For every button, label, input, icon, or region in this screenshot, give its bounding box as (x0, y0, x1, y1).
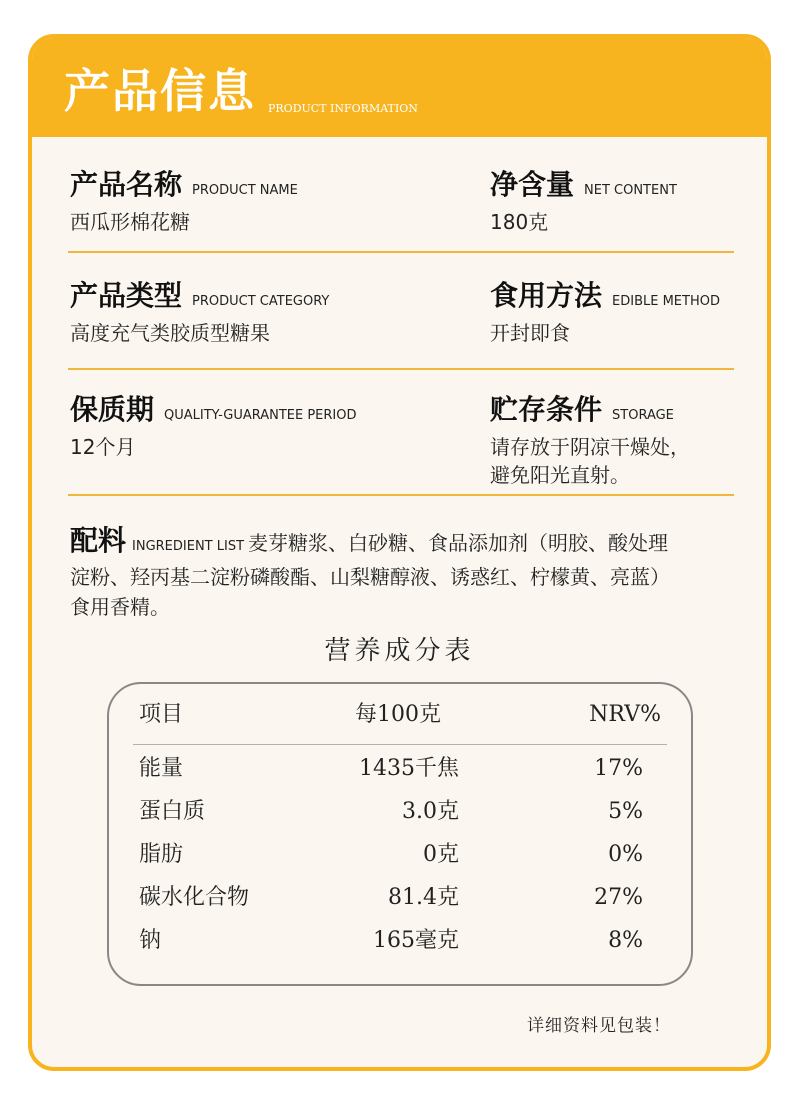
field-label: 净含量 (490, 168, 575, 201)
field-value: 开封即食 (490, 321, 570, 345)
field-label-en: STORAGE (612, 408, 674, 423)
nutrition-row-nrv: 5% (608, 799, 643, 824)
nutrition-row-per100: 165毫克 (373, 928, 459, 953)
nutrition-row-nrv: 0% (608, 842, 643, 867)
footer-note: 详细资料见包装！ (527, 1016, 671, 1036)
divider (68, 251, 734, 253)
field-label-en: PRODUCT CATEGORY (192, 294, 330, 309)
field-value (490, 433, 690, 489)
ingredient-label-en: INGREDIENT LIST (132, 539, 245, 554)
field-edible-method (490, 279, 720, 347)
ingredient-line-1: 麦芽糖浆、白砂糖、食品添加剂（明胶、酸处理 (248, 531, 669, 555)
nutrition-row-nrv: 27% (594, 885, 643, 910)
storage-line-2: 避免阳光直射。 (490, 463, 630, 487)
ingredient-label: 配料 (70, 524, 127, 557)
nutrition-header-nrv: NRV% (589, 702, 661, 727)
page-title: 产品信息 (64, 64, 256, 118)
field-label: 产品类型 (70, 279, 183, 312)
field-shelf-life (70, 393, 357, 461)
field-product-name (70, 168, 298, 236)
nutrition-row-nrv: 8% (608, 928, 643, 953)
nutrition-row-item: 钠 (139, 928, 162, 953)
nutrition-header-per100: 每100克 (355, 702, 441, 727)
nutrition-row-per100: 0克 (423, 842, 459, 867)
field-label: 食用方法 (490, 279, 603, 312)
nutrition-row-nrv: 17% (594, 756, 643, 781)
nutrition-header-item: 项目 (139, 702, 184, 727)
ingredient-line-3: 食用香精。 (70, 595, 170, 619)
nutrition-title: 营养成分表 (324, 636, 475, 666)
field-label-en: QUALITY-GUARANTEE PERIOD (164, 408, 357, 423)
field-label: 贮存条件 (490, 393, 603, 426)
nutrition-row-per100: 81.4克 (388, 885, 459, 910)
field-value: 西瓜形棉花糖 (70, 210, 190, 234)
nutrition-table (107, 682, 693, 986)
field-product-category (70, 279, 330, 347)
header-banner (32, 38, 767, 137)
storage-line-1: 请存放于阴凉干燥处， (490, 435, 690, 459)
field-label: 保质期 (70, 393, 155, 426)
field-label: 产品名称 (70, 168, 183, 201)
divider (68, 368, 734, 370)
field-label-en: EDIBLE METHOD (612, 294, 720, 309)
field-value: 高度充气类胶质型糖果 (70, 321, 270, 345)
nutrition-row-item: 碳水化合物 (139, 885, 250, 910)
field-storage (490, 393, 690, 489)
page-subtitle: PRODUCT INFORMATION (268, 102, 418, 115)
product-info-card (28, 34, 771, 1071)
nutrition-row-item: 脂肪 (139, 842, 184, 867)
nutrition-header-rule (133, 744, 667, 745)
field-label-en: PRODUCT NAME (192, 183, 298, 198)
nutrition-row-item: 能量 (139, 756, 184, 781)
field-value: 180克 (490, 210, 549, 234)
field-value: 12个月 (70, 435, 136, 459)
divider (68, 494, 734, 496)
field-label-en: NET CONTENT (584, 183, 677, 198)
nutrition-row-per100: 3.0克 (402, 799, 459, 824)
nutrition-row-item: 蛋白质 (139, 799, 206, 824)
nutrition-row-per100: 1435千焦 (359, 756, 459, 781)
ingredient-line-2: 淀粉、羟丙基二淀粉磷酸酯、山梨糖醇液、诱惑红、柠檬黄、亮蓝） (70, 565, 670, 589)
ingredient-list (70, 526, 710, 622)
field-net-content (490, 168, 677, 236)
